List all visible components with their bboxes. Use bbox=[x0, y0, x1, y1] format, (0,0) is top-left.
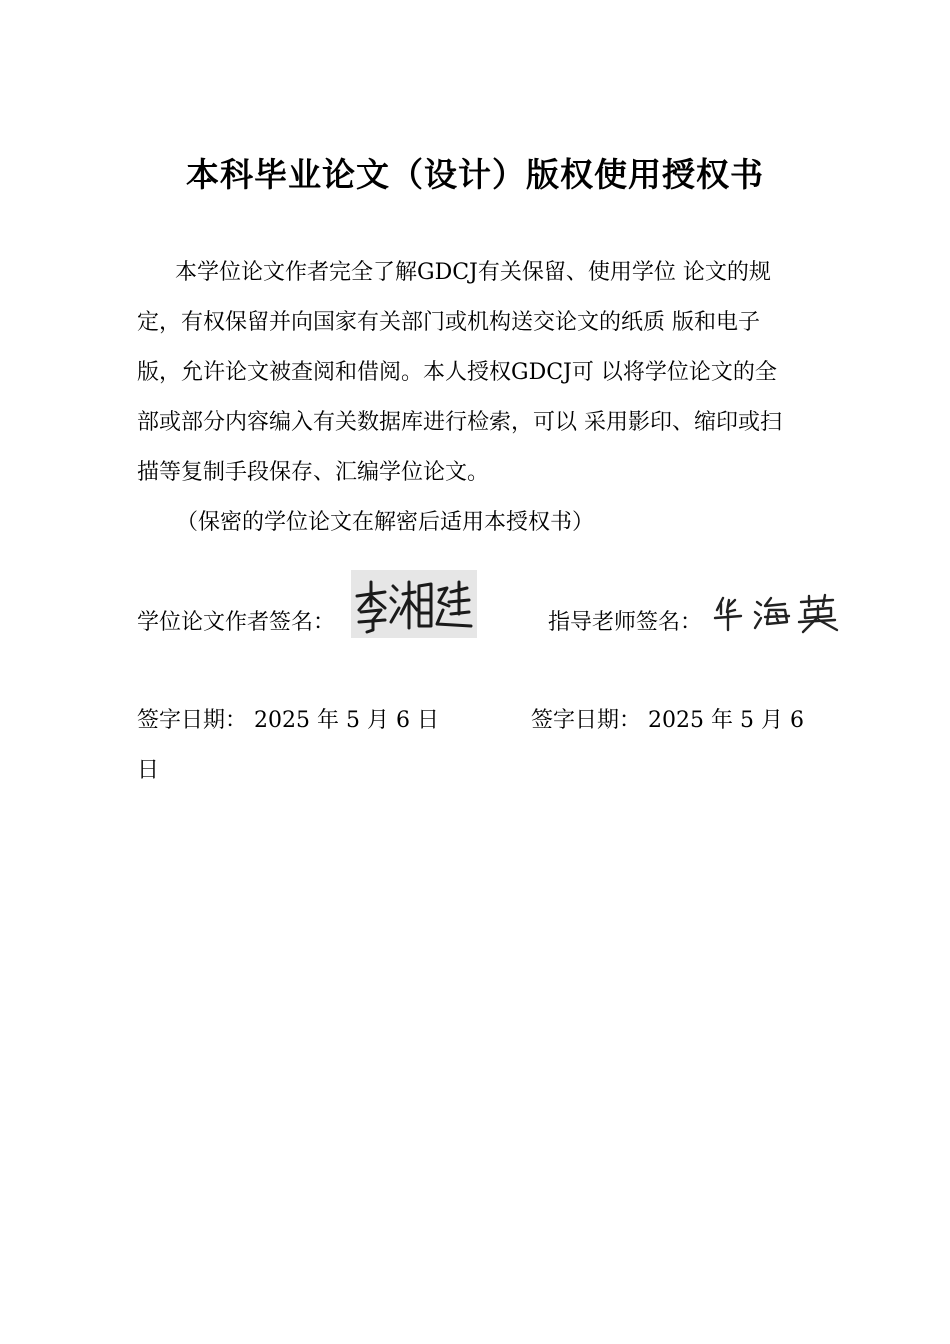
authorization-paragraph bbox=[137, 248, 849, 498]
advisor-signature-label: 指导老师签名： bbox=[548, 610, 703, 635]
paragraph-line: 定，有权保留并向国家有关部门或机构送交论文的纸质 版和电子 bbox=[137, 310, 760, 335]
paragraph-line: 描等复制手段保存、汇编学位论文。 bbox=[137, 460, 490, 485]
signature-row bbox=[137, 570, 849, 650]
advisor-signature-image bbox=[713, 592, 839, 634]
author-sign-date: 签字日期： 2025 年 5 月 6 日 bbox=[137, 708, 439, 733]
page-title: 本科毕业论文（设计）版权使用授权书 bbox=[186, 155, 764, 194]
paragraph-line: 本学位论文作者完全了解GDCJ有关保留、使用学位 论文的规 bbox=[175, 260, 771, 285]
advisor-signature-strokes bbox=[713, 592, 839, 634]
advisor-sign-date-wrap: 日 bbox=[137, 758, 160, 783]
paragraph-line: 部或部分内容编入有关数据库进行检索，可以 采用影印、缩印或扫 bbox=[137, 410, 782, 435]
paragraph-line: 版，允许论文被查阅和借阅。本人授权GDCJ可 以将学位论文的全 bbox=[137, 360, 777, 385]
author-signature-label: 学位论文作者签名： bbox=[137, 610, 336, 635]
confidential-note: （保密的学位论文在解密后适用本授权书） bbox=[176, 510, 595, 535]
author-signature-strokes bbox=[351, 570, 477, 638]
advisor-sign-date: 签字日期： 2025 年 5 月 6 bbox=[531, 708, 804, 733]
author-signature-image bbox=[351, 570, 477, 638]
